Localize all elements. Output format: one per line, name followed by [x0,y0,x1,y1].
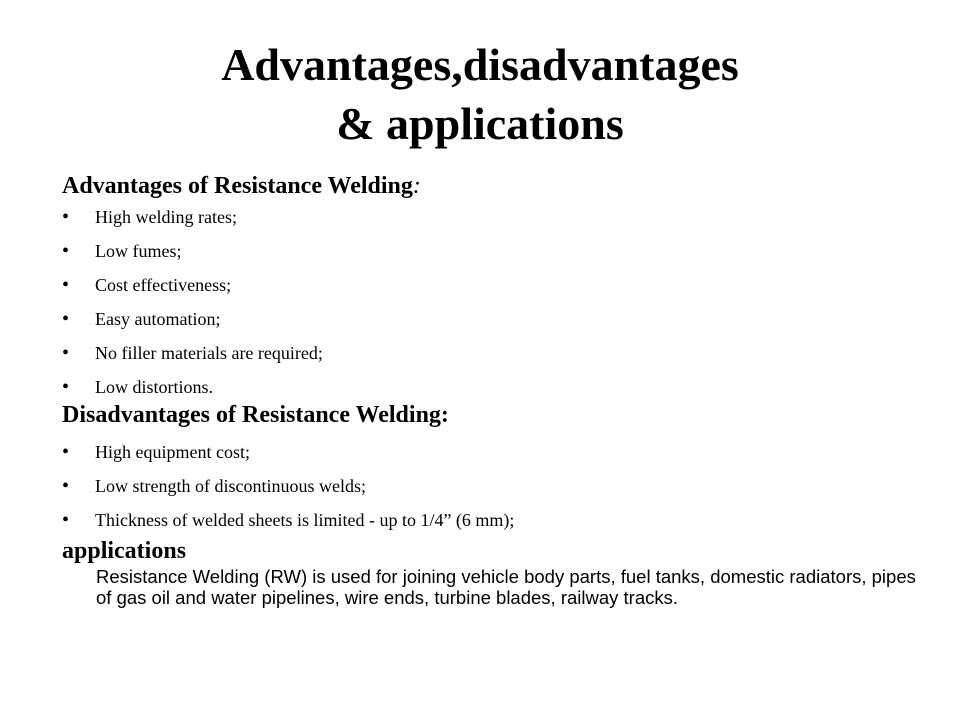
list-item [62,200,323,234]
list-item-text: Low strength of discontinuous welds; [95,476,366,496]
slide-title-line-2: & applications [336,98,624,149]
bullet-icon: • [62,441,70,463]
advantages-heading-colon: : [412,173,421,199]
bullet-icon: • [62,308,70,330]
bullet-icon: • [62,376,70,398]
advantages-heading-text: Advantages of Resistance Welding [62,173,413,199]
disadvantages-list [62,435,514,537]
bullet-icon: • [62,274,70,296]
list-item-text: High equipment cost; [95,442,250,462]
list-item [62,435,514,469]
list-item-text: Thickness of welded sheets is limited - up to 1/4” (6 mm); [95,510,515,530]
bullet-icon: • [62,240,70,262]
list-item-text: Easy automation; [95,309,221,329]
list-item-text: No filler materials are required; [95,343,323,363]
list-item [62,469,514,503]
applications-heading: applications [62,538,187,564]
slide-title-line-1: Advantages,disadvantages [221,39,739,90]
list-item-text: Low fumes; [95,241,182,261]
list-item [62,268,323,302]
bullet-icon: • [62,475,70,497]
disadvantages-heading: Disadvantages of Resistance Welding: [62,402,449,428]
bullet-icon: • [62,509,70,531]
list-item-text: Cost effectiveness; [95,275,232,295]
list-item [62,234,323,268]
bullet-icon: • [62,342,70,364]
advantages-heading [62,171,421,201]
list-item [62,336,323,370]
list-item [62,302,323,336]
list-item [62,370,323,404]
bullet-icon: • [62,206,70,228]
list-item-text: Low distortions. [95,377,214,397]
advantages-list [62,200,323,404]
applications-text: Resistance Welding (RW) is used for joining vehicle body parts, fuel tanks, domestic radiators, pipes of gas oil and water pipelines, wire ends, turbine blades, railway tracks. [96,566,916,608]
list-item [62,503,514,537]
list-item-text: High welding rates; [95,207,237,227]
